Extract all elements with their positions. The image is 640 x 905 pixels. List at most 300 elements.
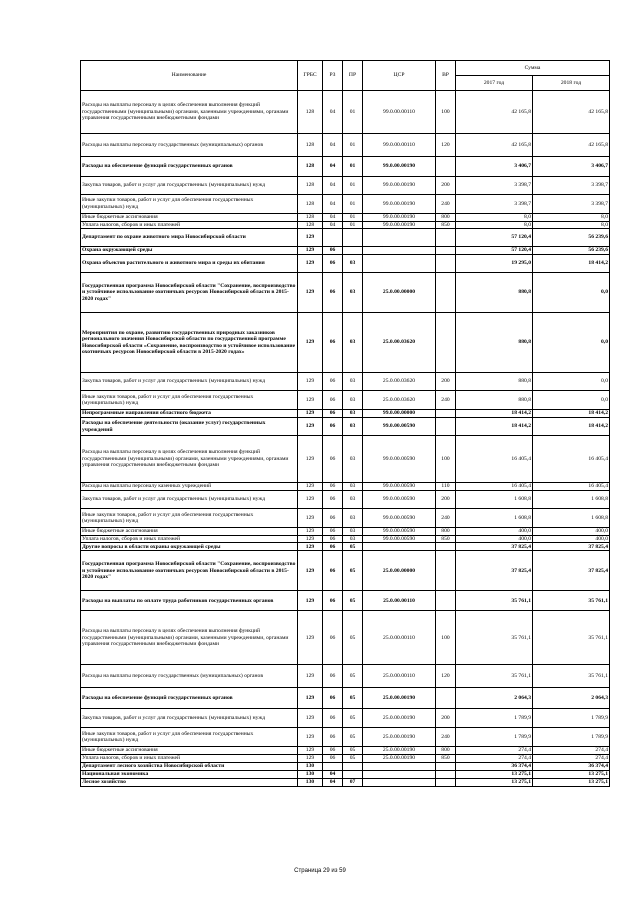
header-grbs: ГРБС (298, 61, 323, 91)
cell-sum-2018: 1 789,9 (533, 728, 610, 747)
cell-grbs: 129 (298, 611, 323, 665)
cell-grbs: 129 (298, 229, 323, 247)
cell-rz: 06 (323, 728, 343, 747)
cell-rz: 04 (323, 195, 343, 214)
cell-grbs: 129 (298, 491, 323, 509)
cell-csr: 25.0.00.00000 (363, 551, 436, 591)
cell-name: Иные закупки товаров, работ и услуг для обеспечения государственных (муниципальных) нужд (81, 391, 298, 410)
cell-grbs: 129 (298, 509, 323, 528)
cell-vr (436, 591, 456, 611)
cell-csr: 25.0.00.00190 (363, 747, 436, 755)
cell-grbs: 129 (298, 728, 323, 747)
header-name: Наименование (81, 61, 298, 91)
cell-sum-2018: 8,0 (533, 214, 610, 222)
cell-sum-2018: 400,0 (533, 535, 610, 543)
cell-vr: 200 (436, 709, 456, 728)
table-row (81, 436, 610, 483)
cell-grbs: 129 (298, 247, 323, 255)
table-row (81, 543, 610, 551)
cell-grbs: 129 (298, 754, 323, 762)
cell-sum-2018: 0,0 (533, 273, 610, 313)
cell-name: Расходы на выплаты персоналу государственных (муниципальных) органов (81, 134, 298, 157)
cell-name: Расходы на выплаты персоналу государственных (муниципальных) органов (81, 665, 298, 688)
cell-grbs: 129 (298, 709, 323, 728)
cell-vr: 120 (436, 665, 456, 688)
cell-csr: 99.0.00.00590 (363, 535, 436, 543)
cell-pr (343, 770, 363, 778)
cell-csr: 25.0.00.00110 (363, 611, 436, 665)
cell-grbs: 129 (298, 436, 323, 483)
cell-sum-2017: 13 275,1 (456, 770, 533, 778)
cell-sum-2018: 1 789,9 (533, 709, 610, 728)
cell-csr: 99.0.00.00190 (363, 157, 436, 177)
table-row (81, 551, 610, 591)
cell-vr (436, 551, 456, 591)
table-row (81, 410, 610, 418)
table-row (81, 273, 610, 313)
cell-rz: 04 (323, 214, 343, 222)
table-body (81, 91, 610, 787)
table-row (81, 195, 610, 214)
cell-name: Расходы на выплаты персоналу в целях обеспечения выполнения функций государственными (муниципальными) органами, казенными учреждениями, органами управления государственными внебюджетными фондами (81, 611, 298, 665)
cell-grbs: 130 (298, 770, 323, 778)
cell-sum-2018: 18 414,2 (533, 255, 610, 273)
cell-sum-2017: 274,4 (456, 754, 533, 762)
cell-sum-2017: 37 825,4 (456, 551, 533, 591)
cell-sum-2017: 42 165,8 (456, 91, 533, 134)
cell-sum-2017: 16 405,4 (456, 483, 533, 491)
cell-grbs: 130 (298, 778, 323, 786)
cell-sum-2018: 8,0 (533, 221, 610, 229)
cell-vr (436, 543, 456, 551)
cell-csr (363, 762, 436, 770)
cell-sum-2017: 57 120,4 (456, 229, 533, 247)
table-row (81, 483, 610, 491)
cell-name: Расходы на выплаты персоналу в целях обеспечения выполнения функций государственными (муниципальными) органами, казенными учреждениями, органами управления государственными внебюджетными фондами (81, 91, 298, 134)
cell-sum-2018: 42 165,8 (533, 91, 610, 134)
cell-vr: 100 (436, 91, 456, 134)
cell-name: Закупка товаров, работ и услуг для государственных (муниципальных) нужд (81, 491, 298, 509)
cell-pr: 05 (343, 611, 363, 665)
cell-sum-2018: 0,0 (533, 391, 610, 410)
cell-rz: 06 (323, 483, 343, 491)
cell-name: Иные закупки товаров, работ и услуг для обеспечения государственных (муниципальных) нужд (81, 728, 298, 747)
cell-csr: 99.0.00.00190 (363, 177, 436, 195)
cell-sum-2018: 13 275,1 (533, 770, 610, 778)
cell-csr (363, 247, 436, 255)
cell-name: Уплата налогов, сборов и иных платежей (81, 754, 298, 762)
cell-csr: 99.0.00.00000 (363, 410, 436, 418)
cell-sum-2017: 35 761,1 (456, 665, 533, 688)
cell-rz: 06 (323, 255, 343, 273)
cell-rz: 06 (323, 591, 343, 611)
cell-rz: 06 (323, 436, 343, 483)
cell-name: Иные бюджетные ассигнования (81, 214, 298, 222)
cell-sum-2018: 18 414,2 (533, 410, 610, 418)
cell-csr: 99.0.00.00190 (363, 214, 436, 222)
table-row (81, 688, 610, 709)
table-row (81, 778, 610, 786)
cell-sum-2017: 3 398,7 (456, 195, 533, 214)
cell-pr: 05 (343, 754, 363, 762)
table-row (81, 762, 610, 770)
table-row (81, 747, 610, 755)
cell-name: Расходы на обеспечение деятельности (оказание услуг) государственных учреждений (81, 418, 298, 436)
cell-vr (436, 778, 456, 786)
cell-pr (343, 229, 363, 247)
cell-name: Охрана объектов растительного и животного мира и среды их обитания (81, 255, 298, 273)
cell-csr: 25.0.00.00000 (363, 273, 436, 313)
cell-pr: 07 (343, 778, 363, 786)
cell-name: Расходы на выплаты персоналу в целях обеспечения выполнения функций государственными (муниципальными) органами, казенными учреждениями, органами управления государственными внебюджетными фондами (81, 436, 298, 483)
cell-vr (436, 410, 456, 418)
header-sum: Сумма (456, 61, 610, 76)
cell-name: Уплата налогов, сборов и иных платежей (81, 535, 298, 543)
cell-csr (363, 229, 436, 247)
table-row (81, 221, 610, 229)
cell-csr: 99.0.00.00110 (363, 91, 436, 134)
cell-name: Уплата налогов, сборов и иных платежей (81, 221, 298, 229)
cell-sum-2018: 36 374,4 (533, 762, 610, 770)
cell-rz: 06 (323, 313, 343, 373)
cell-name: Национальная экономика (81, 770, 298, 778)
cell-vr: 100 (436, 436, 456, 483)
cell-name: Государственная программа Новосибирской области "Сохранение, воспроизводство и устойчивое использование охотничьих ресурсов Новосибирской области в 2015-2020 годах" (81, 551, 298, 591)
cell-csr (363, 543, 436, 551)
cell-pr: 03 (343, 436, 363, 483)
cell-sum-2018: 3 406,7 (533, 157, 610, 177)
cell-sum-2018: 16 405,4 (533, 483, 610, 491)
cell-grbs: 129 (298, 747, 323, 755)
cell-pr: 03 (343, 410, 363, 418)
cell-vr: 240 (436, 391, 456, 410)
cell-pr: 05 (343, 688, 363, 709)
cell-name: Охрана окружающей среды (81, 247, 298, 255)
table-row (81, 709, 610, 728)
cell-rz: 06 (323, 373, 343, 391)
cell-vr: 850 (436, 754, 456, 762)
table-row (81, 373, 610, 391)
cell-rz: 06 (323, 410, 343, 418)
cell-name: Иные бюджетные ассигнования (81, 747, 298, 755)
cell-pr: 03 (343, 273, 363, 313)
cell-rz: 06 (323, 491, 343, 509)
cell-pr: 01 (343, 195, 363, 214)
cell-rz: 06 (323, 551, 343, 591)
cell-sum-2017: 13 275,1 (456, 778, 533, 786)
cell-rz: 04 (323, 91, 343, 134)
table-row (81, 313, 610, 373)
cell-sum-2018: 0,0 (533, 313, 610, 373)
cell-csr: 25.0.00.00190 (363, 688, 436, 709)
cell-vr (436, 762, 456, 770)
cell-sum-2017: 18 414,2 (456, 410, 533, 418)
cell-pr: 05 (343, 747, 363, 755)
table-row (81, 491, 610, 509)
cell-sum-2018: 37 825,4 (533, 551, 610, 591)
cell-name: Иные закупки товаров, работ и услуг для обеспечения государственных (муниципальных) нужд (81, 509, 298, 528)
cell-sum-2017: 37 825,4 (456, 543, 533, 551)
header-year-2018: 2018 год (533, 76, 610, 91)
cell-sum-2017: 400,0 (456, 535, 533, 543)
cell-sum-2017: 42 165,8 (456, 134, 533, 157)
cell-grbs: 128 (298, 91, 323, 134)
cell-vr: 110 (436, 483, 456, 491)
cell-vr: 100 (436, 611, 456, 665)
cell-pr: 01 (343, 134, 363, 157)
cell-sum-2017: 8,0 (456, 221, 533, 229)
cell-pr (343, 247, 363, 255)
cell-sum-2017: 880,8 (456, 373, 533, 391)
table-row (81, 134, 610, 157)
cell-csr: 25.0.00.03620 (363, 391, 436, 410)
cell-vr (436, 313, 456, 373)
cell-grbs: 129 (298, 665, 323, 688)
cell-sum-2017: 1 608,8 (456, 509, 533, 528)
cell-csr: 25.0.00.00190 (363, 754, 436, 762)
cell-rz: 04 (323, 157, 343, 177)
cell-pr: 05 (343, 551, 363, 591)
cell-sum-2017: 8,0 (456, 214, 533, 222)
cell-vr: 200 (436, 491, 456, 509)
cell-sum-2017: 36 374,4 (456, 762, 533, 770)
cell-vr (436, 229, 456, 247)
cell-grbs: 128 (298, 195, 323, 214)
cell-csr: 99.0.00.00590 (363, 528, 436, 536)
cell-pr: 03 (343, 491, 363, 509)
cell-rz: 06 (323, 754, 343, 762)
cell-grbs: 129 (298, 255, 323, 273)
cell-vr (436, 247, 456, 255)
table-row (81, 611, 610, 665)
cell-grbs: 128 (298, 157, 323, 177)
cell-rz: 06 (323, 665, 343, 688)
cell-grbs: 129 (298, 535, 323, 543)
cell-sum-2018: 1 608,8 (533, 509, 610, 528)
cell-name: Расходы на обеспечение функций государственных органов (81, 157, 298, 177)
cell-grbs: 129 (298, 313, 323, 373)
cell-name: Другие вопросы в области охраны окружающей среды (81, 543, 298, 551)
cell-sum-2018: 274,4 (533, 747, 610, 755)
cell-name: Непрограммные направления областного бюджета (81, 410, 298, 418)
cell-name: Государственная программа Новосибирской области "Сохранение, воспроизводство и устойчивое использование охотничьих ресурсов Новосибирской области в 2015-2020 годах" (81, 273, 298, 313)
table-header (81, 61, 610, 91)
cell-vr (436, 418, 456, 436)
cell-rz: 04 (323, 770, 343, 778)
cell-sum-2017: 3 406,7 (456, 157, 533, 177)
cell-pr (343, 762, 363, 770)
cell-vr: 800 (436, 747, 456, 755)
table-row (81, 157, 610, 177)
cell-grbs: 129 (298, 418, 323, 436)
cell-csr: 99.0.00.00590 (363, 436, 436, 483)
cell-name: Расходы на выплаты по оплате труда работников государственных органов (81, 591, 298, 611)
cell-name: Расходы на выплаты персоналу казенных учреждений (81, 483, 298, 491)
table-row (81, 591, 610, 611)
cell-sum-2018: 3 398,7 (533, 177, 610, 195)
cell-vr: 800 (436, 214, 456, 222)
cell-name: Лесное хозяйство (81, 778, 298, 786)
cell-sum-2017: 18 414,2 (456, 418, 533, 436)
cell-vr: 800 (436, 528, 456, 536)
cell-rz: 04 (323, 134, 343, 157)
cell-grbs: 129 (298, 543, 323, 551)
cell-name: Расходы на обеспечение функций государственных органов (81, 688, 298, 709)
cell-rz: 04 (323, 177, 343, 195)
cell-pr: 01 (343, 91, 363, 134)
cell-grbs: 129 (298, 483, 323, 491)
table-row (81, 229, 610, 247)
cell-pr: 05 (343, 543, 363, 551)
cell-sum-2017: 35 761,1 (456, 611, 533, 665)
cell-name: Закупка товаров, работ и услуг для государственных (муниципальных) нужд (81, 177, 298, 195)
header-csr: ЦСР (363, 61, 436, 91)
table-row (81, 247, 610, 255)
cell-rz: 06 (323, 528, 343, 536)
cell-grbs: 129 (298, 551, 323, 591)
cell-vr (436, 688, 456, 709)
table-row (81, 214, 610, 222)
table-row (81, 177, 610, 195)
cell-sum-2017: 1 789,9 (456, 728, 533, 747)
cell-csr: 25.0.00.00110 (363, 665, 436, 688)
cell-sum-2018: 274,4 (533, 754, 610, 762)
cell-pr: 03 (343, 391, 363, 410)
table-row (81, 255, 610, 273)
cell-rz: 06 (323, 611, 343, 665)
cell-name: Иные бюджетные ассигнования (81, 528, 298, 536)
cell-sum-2018: 16 405,4 (533, 436, 610, 483)
cell-sum-2018: 18 414,2 (533, 418, 610, 436)
cell-vr: 240 (436, 509, 456, 528)
cell-vr (436, 255, 456, 273)
cell-sum-2017: 19 295,0 (456, 255, 533, 273)
table-row (81, 754, 610, 762)
cell-rz: 04 (323, 778, 343, 786)
cell-grbs: 130 (298, 762, 323, 770)
cell-sum-2018: 400,0 (533, 528, 610, 536)
header-vr: ВР (436, 61, 456, 91)
cell-pr: 01 (343, 221, 363, 229)
cell-vr (436, 770, 456, 778)
cell-csr: 25.0.00.00110 (363, 591, 436, 611)
table-row (81, 665, 610, 688)
cell-name: Закупка товаров, работ и услуг для государственных (муниципальных) нужд (81, 373, 298, 391)
page-number: Страница 29 из 59 (294, 868, 346, 874)
cell-pr: 01 (343, 177, 363, 195)
table-row (81, 770, 610, 778)
cell-sum-2017: 400,0 (456, 528, 533, 536)
cell-rz (323, 762, 343, 770)
cell-rz: 06 (323, 418, 343, 436)
cell-grbs: 128 (298, 177, 323, 195)
cell-grbs: 129 (298, 391, 323, 410)
cell-sum-2017: 1 789,9 (456, 709, 533, 728)
cell-sum-2017: 16 405,4 (456, 436, 533, 483)
cell-rz: 06 (323, 391, 343, 410)
table-row (81, 528, 610, 536)
cell-rz: 06 (323, 543, 343, 551)
cell-sum-2018: 35 761,1 (533, 591, 610, 611)
header-year-2017: 2017 год (456, 76, 533, 91)
cell-csr: 25.0.00.03620 (363, 373, 436, 391)
cell-pr: 03 (343, 528, 363, 536)
cell-pr: 03 (343, 373, 363, 391)
cell-sum-2018: 56 239,6 (533, 229, 610, 247)
cell-csr (363, 778, 436, 786)
header-rz: РЗ (323, 61, 343, 91)
cell-sum-2017: 35 761,1 (456, 591, 533, 611)
cell-csr: 99.0.00.00590 (363, 418, 436, 436)
cell-grbs: 129 (298, 528, 323, 536)
cell-rz: 06 (323, 273, 343, 313)
cell-sum-2018: 3 398,7 (533, 195, 610, 214)
cell-rz: 06 (323, 509, 343, 528)
cell-sum-2018: 13 275,1 (533, 778, 610, 786)
budget-table (80, 60, 610, 787)
cell-pr: 01 (343, 214, 363, 222)
cell-vr (436, 273, 456, 313)
table-row (81, 509, 610, 528)
cell-sum-2018: 56 239,6 (533, 247, 610, 255)
table-row (81, 728, 610, 747)
cell-csr: 25.0.00.00190 (363, 728, 436, 747)
cell-vr: 200 (436, 373, 456, 391)
cell-csr: 25.0.00.00190 (363, 709, 436, 728)
cell-name: Департамент лесного хозяйства Новосибирской области (81, 762, 298, 770)
cell-csr (363, 255, 436, 273)
cell-csr: 99.0.00.00190 (363, 195, 436, 214)
cell-rz: 06 (323, 535, 343, 543)
cell-csr: 99.0.00.00590 (363, 491, 436, 509)
cell-sum-2018: 42 165,8 (533, 134, 610, 157)
cell-pr: 03 (343, 418, 363, 436)
cell-sum-2017: 880,8 (456, 273, 533, 313)
cell-vr: 240 (436, 728, 456, 747)
table-row (81, 391, 610, 410)
cell-sum-2017: 1 608,8 (456, 491, 533, 509)
cell-pr: 03 (343, 483, 363, 491)
cell-pr: 05 (343, 728, 363, 747)
table-row (81, 418, 610, 436)
cell-rz: 06 (323, 247, 343, 255)
cell-rz: 06 (323, 709, 343, 728)
cell-csr: 25.0.00.03620 (363, 313, 436, 373)
cell-grbs: 129 (298, 273, 323, 313)
cell-name: Департамент по охране животного мира Новосибирской области (81, 229, 298, 247)
cell-grbs: 129 (298, 688, 323, 709)
cell-csr: 99.0.00.00110 (363, 134, 436, 157)
cell-vr: 850 (436, 535, 456, 543)
cell-sum-2017: 3 398,7 (456, 177, 533, 195)
cell-csr (363, 770, 436, 778)
cell-grbs: 128 (298, 134, 323, 157)
cell-pr: 01 (343, 157, 363, 177)
cell-rz: 06 (323, 688, 343, 709)
cell-sum-2018: 37 825,4 (533, 543, 610, 551)
cell-sum-2017: 57 120,4 (456, 247, 533, 255)
cell-sum-2017: 274,4 (456, 747, 533, 755)
cell-sum-2017: 880,8 (456, 313, 533, 373)
cell-pr: 05 (343, 591, 363, 611)
cell-sum-2018: 35 761,1 (533, 611, 610, 665)
cell-vr: 240 (436, 195, 456, 214)
cell-vr: 200 (436, 177, 456, 195)
header-pr: ПР (343, 61, 363, 91)
cell-grbs: 129 (298, 373, 323, 391)
cell-grbs: 128 (298, 214, 323, 222)
cell-grbs: 128 (298, 221, 323, 229)
